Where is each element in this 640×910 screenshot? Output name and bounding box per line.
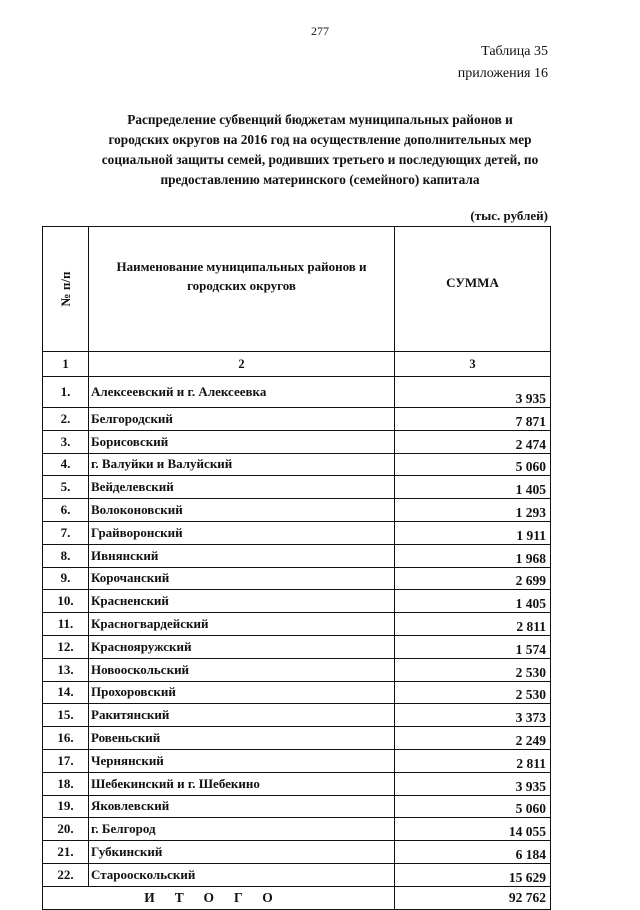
district-name: Чернянский <box>89 749 395 772</box>
row-number: 21. <box>43 841 89 864</box>
row-number: 15. <box>43 704 89 727</box>
subsidy-amount: 1 968 <box>395 544 551 567</box>
title-line: предоставлению материнского (семейного) капитала <box>160 172 480 187</box>
subsidy-amount: 2 530 <box>395 681 551 704</box>
district-name: Борисовский <box>89 430 395 453</box>
document-title <box>40 110 600 190</box>
total-sum: 92 762 <box>395 886 551 909</box>
district-name: Грайворонский <box>89 521 395 544</box>
row-number: 12. <box>43 635 89 658</box>
subsidy-amount: 2 811 <box>395 749 551 772</box>
subsidy-amount: 3 373 <box>395 704 551 727</box>
units-label: (тыс. рублей) <box>470 208 548 223</box>
table-reference: Таблица 35 <box>481 44 548 59</box>
column-index-row <box>43 352 551 377</box>
district-name: Шебекинский и г. Шебекино <box>89 772 395 795</box>
subsidy-amount: 1 293 <box>395 499 551 522</box>
district-name: Красненский <box>89 590 395 613</box>
column-header-number: № п/п <box>43 227 89 352</box>
table-row <box>43 818 551 841</box>
subsidy-amount: 3 935 <box>395 772 551 795</box>
table-row <box>43 841 551 864</box>
column-index: 3 <box>395 352 551 377</box>
table-row <box>43 430 551 453</box>
table-row <box>43 567 551 590</box>
district-name: Старооскольский <box>89 863 395 886</box>
district-name: Вейделевский <box>89 476 395 499</box>
district-name: Губкинский <box>89 841 395 864</box>
row-number: 11. <box>43 613 89 636</box>
district-name: Красногвардейский <box>89 613 395 636</box>
district-name: Ивнянский <box>89 544 395 567</box>
table-row <box>43 727 551 750</box>
row-number: 19. <box>43 795 89 818</box>
title-line: городских округов на 2016 год на осуществление дополнительных мер <box>108 132 532 147</box>
row-number: 6. <box>43 499 89 522</box>
subsidy-amount: 1 574 <box>395 635 551 658</box>
table-row <box>43 795 551 818</box>
row-number: 7. <box>43 521 89 544</box>
table-row <box>43 590 551 613</box>
header-row <box>43 227 551 352</box>
district-name: Алексеевский и г. Алексеевка <box>89 377 395 408</box>
row-number: 5. <box>43 476 89 499</box>
subsidy-amount: 2 811 <box>395 613 551 636</box>
district-name: Ракитянский <box>89 704 395 727</box>
row-number: 1. <box>43 377 89 408</box>
subsidy-amount: 2 530 <box>395 658 551 681</box>
row-number: 14. <box>43 681 89 704</box>
district-name: Белгородский <box>89 408 395 431</box>
row-number: 10. <box>43 590 89 613</box>
title-line: социальной защиты семей, родивших третьего и последующих детей, по <box>101 152 539 167</box>
column-index: 2 <box>89 352 395 377</box>
row-number: 4. <box>43 453 89 476</box>
table-row <box>43 613 551 636</box>
row-number: 8. <box>43 544 89 567</box>
district-name: Прохоровский <box>89 681 395 704</box>
table-row <box>43 453 551 476</box>
row-number: 9. <box>43 567 89 590</box>
district-name: Волоконовский <box>89 499 395 522</box>
table-row <box>43 658 551 681</box>
district-name: г. Белгород <box>89 818 395 841</box>
district-name: Новооскольский <box>89 658 395 681</box>
row-number: 2. <box>43 408 89 431</box>
subsidy-table <box>42 226 551 910</box>
table-row <box>43 635 551 658</box>
table-row <box>43 704 551 727</box>
column-index: 1 <box>43 352 89 377</box>
column-header-sum: СУММА <box>395 227 551 352</box>
subsidy-amount: 3 935 <box>395 377 551 408</box>
district-name: Краснояружский <box>89 635 395 658</box>
table-row <box>43 408 551 431</box>
table-row <box>43 377 551 408</box>
total-label: ИТОГО <box>43 886 395 909</box>
table-row <box>43 772 551 795</box>
subsidy-amount: 1 911 <box>395 521 551 544</box>
subsidy-amount: 1 405 <box>395 476 551 499</box>
subsidy-amount: 14 055 <box>395 818 551 841</box>
subsidy-amount: 15 629 <box>395 863 551 886</box>
subsidy-amount: 7 871 <box>395 408 551 431</box>
table-row <box>43 499 551 522</box>
table-row <box>43 863 551 886</box>
district-name: Ровеньский <box>89 727 395 750</box>
appendix-reference: приложения 16 <box>457 66 548 81</box>
column-header-name: Наименование муниципальных районов и городских округов <box>89 227 395 352</box>
subsidy-amount: 5 060 <box>395 795 551 818</box>
subsidy-amount: 1 405 <box>395 590 551 613</box>
row-number: 20. <box>43 818 89 841</box>
subsidy-amount: 2 249 <box>395 727 551 750</box>
subsidy-amount: 5 060 <box>395 453 551 476</box>
table-row <box>43 749 551 772</box>
table-row <box>43 476 551 499</box>
table-row <box>43 521 551 544</box>
title-line: Распределение субвенций бюджетам муниципальных районов и <box>127 112 513 127</box>
district-name: г. Валуйки и Валуйский <box>89 453 395 476</box>
page-number: 277 <box>311 24 329 38</box>
subsidy-amount: 2 474 <box>395 430 551 453</box>
row-number: 18. <box>43 772 89 795</box>
district-name: Корочанский <box>89 567 395 590</box>
table-row <box>43 544 551 567</box>
subsidy-amount: 2 699 <box>395 567 551 590</box>
subsidy-amount: 6 184 <box>395 841 551 864</box>
table-row <box>43 681 551 704</box>
total-row <box>43 886 551 909</box>
row-number: 22. <box>43 863 89 886</box>
row-number: 13. <box>43 658 89 681</box>
row-number: 16. <box>43 727 89 750</box>
district-name: Яковлевский <box>89 795 395 818</box>
row-number: 3. <box>43 430 89 453</box>
row-number: 17. <box>43 749 89 772</box>
